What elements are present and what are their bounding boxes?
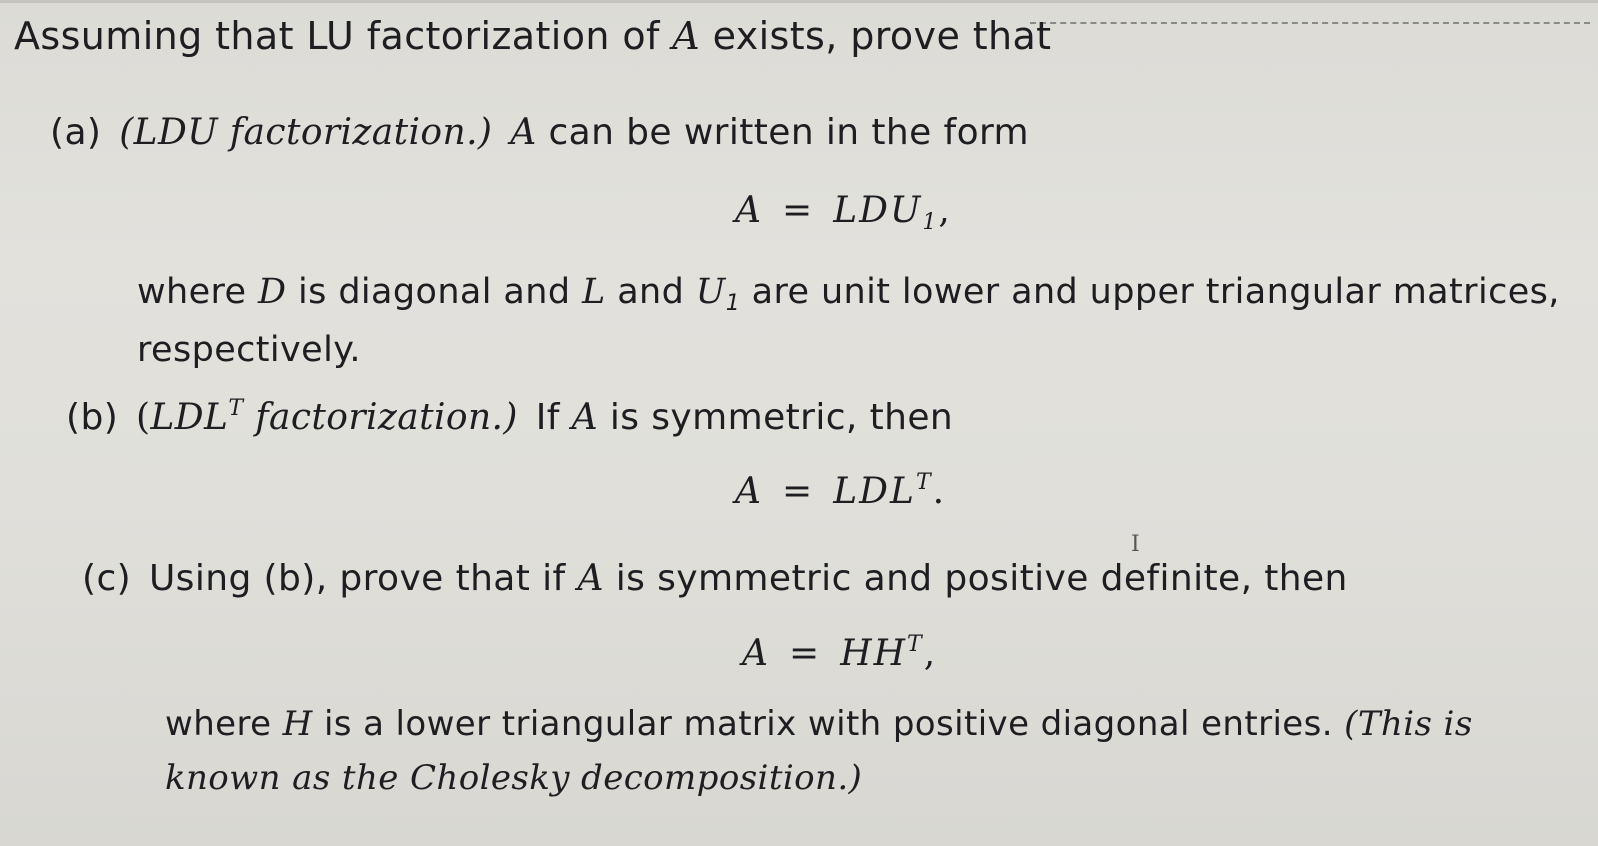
part-c-body-line1: [165, 704, 1473, 744]
part-b-t1: If: [535, 397, 560, 438]
eq-ldu-lhs: A: [735, 190, 763, 231]
part-a-body-t2: is diagonal and: [298, 272, 571, 312]
eq-ldu-equals: =: [776, 190, 820, 231]
eq-hht-sup: T: [907, 632, 924, 657]
heading-text-pre: Assuming that LU factorization of: [14, 14, 660, 58]
part-b-var-a: A: [571, 397, 599, 438]
part-a-body-u: U: [695, 272, 726, 312]
part-a-body-line2: [137, 330, 361, 370]
part-c-body-h: H: [282, 704, 313, 744]
part-c-body-t1: where: [165, 704, 272, 744]
part-b-title-var: LDL: [150, 397, 229, 438]
part-c-body-line2: [165, 758, 862, 798]
heading-var-a: A: [672, 14, 701, 58]
part-c-label: (c): [82, 558, 132, 599]
page-top-edge: [0, 0, 1598, 3]
equation-ldlt: [735, 470, 946, 512]
part-a-body-line2-text: respectively.: [137, 330, 361, 370]
part-c-note-line1: (This is: [1344, 704, 1473, 744]
text-cursor-icon: I: [1131, 532, 1140, 557]
part-a-body-t1: where: [137, 272, 247, 312]
heading-line: [14, 14, 1051, 58]
part-c-t1: Using (b), prove that if: [148, 558, 566, 599]
part-b-line: [66, 396, 953, 438]
part-b-title-sup: T: [228, 396, 244, 421]
part-b-label: (b): [66, 397, 119, 438]
part-c-line: [82, 558, 1348, 599]
eq-hht-rhs: HH: [840, 633, 908, 674]
eq-hht-equals: =: [783, 633, 827, 674]
eq-hht-trail: ,: [923, 633, 938, 674]
part-a-text: can be written in the form: [548, 112, 1030, 153]
part-a-body-d: D: [258, 272, 287, 312]
part-c-var-a: A: [577, 558, 604, 599]
eq-hht-lhs: A: [742, 633, 770, 674]
eq-ldlt-lhs: A: [735, 471, 763, 512]
equation-hht: [742, 632, 937, 674]
part-a-title: (LDU factorization.): [119, 112, 493, 153]
heading-text-post: exists, prove that: [712, 14, 1052, 58]
eq-ldu-trail: ,: [938, 190, 952, 231]
eq-ldlt-equals: =: [776, 471, 820, 512]
top-dashed-rule: [1030, 22, 1590, 24]
part-c-note-line2: known as the Cholesky decomposition.): [165, 758, 863, 798]
part-b-t2: is symmetric, then: [609, 397, 954, 438]
part-a-body-t3: and: [617, 272, 685, 312]
part-a-body-l: L: [582, 272, 606, 312]
part-b-title-text: factorization.): [255, 397, 518, 438]
part-a-body-t4: are unit lower and upper triangular matrices,: [751, 272, 1560, 312]
part-c-t2: is symmetric and positive definite, then: [615, 558, 1348, 599]
part-c-body-t2: is a lower triangular matrix with positive diagonal entries.: [323, 704, 1333, 744]
part-a-body-line1: [137, 272, 1560, 316]
part-a-label: (a): [50, 112, 102, 153]
part-a-var-a: A: [510, 112, 537, 153]
part-a-body-u-sub: 1: [725, 291, 741, 316]
eq-ldu-rhs: LDU: [833, 190, 923, 231]
eq-ldlt-trail: .: [932, 471, 947, 512]
part-b-title: [136, 397, 518, 438]
eq-ldlt-sup: T: [915, 470, 933, 495]
part-b-title-open: (: [136, 397, 151, 438]
eq-ldlt-rhs: LDL: [833, 471, 916, 512]
eq-ldu-sub: 1: [922, 210, 939, 235]
part-a-line: [50, 112, 1029, 153]
equation-ldu: [735, 190, 952, 235]
